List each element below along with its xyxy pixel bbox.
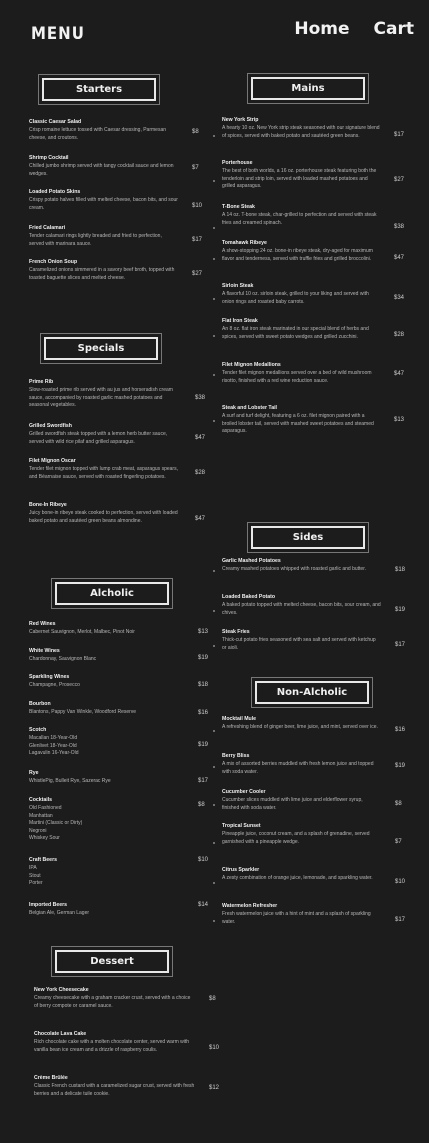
menu-item-description: Blantons, Pappy Van Winkle, Woodford Reserve bbox=[29, 709, 137, 715]
menu-item-description: Cucumber slices muddled with lime juice and elderflower syrup, finished with soda water. bbox=[222, 797, 363, 811]
menu-item-name: Watermelon Refresher bbox=[222, 903, 278, 909]
menu-item-description: Crispy potato halves filled with melted cheese, bacon bits, and sour cream. bbox=[29, 197, 178, 211]
menu-item-price: $8 bbox=[192, 129, 199, 135]
bullet-icon bbox=[213, 420, 215, 422]
menu-item[interactable] bbox=[29, 701, 215, 717]
menu-item-description: IPA Stout Porter bbox=[29, 865, 43, 887]
menu-item-description: Champagne, Prosecco bbox=[29, 682, 80, 688]
menu-item-name: Loaded Baked Potato bbox=[222, 594, 276, 600]
menu-item-name: Rye bbox=[29, 770, 39, 776]
menu-item-description: A refreshing blend of ginger beer, lime juice, and mint, served over ice. bbox=[222, 724, 378, 730]
menu-item-price: $18 bbox=[395, 567, 406, 573]
menu-item-name: Fried Calamari bbox=[29, 225, 66, 231]
menu-item-price: $7 bbox=[395, 839, 402, 845]
menu-item-name: White Wines bbox=[29, 648, 60, 654]
menu-item-name: Imported Beers bbox=[29, 902, 68, 908]
menu-item[interactable] bbox=[222, 283, 412, 306]
bullet-icon bbox=[213, 180, 215, 182]
menu-item-price: $19 bbox=[395, 763, 406, 769]
menu-item[interactable] bbox=[29, 727, 215, 758]
menu-item-name: Citrus Sparkler bbox=[222, 867, 260, 873]
menu-item-description: Creamy mashed potatoes whipped with roasted garlic and butter. bbox=[222, 566, 366, 572]
menu-item-price: $47 bbox=[394, 255, 405, 261]
menu-item-name: Filet Mignon Medallions bbox=[222, 362, 281, 368]
menu-item[interactable] bbox=[222, 362, 412, 385]
menu-item-price: $34 bbox=[394, 295, 405, 301]
menu-item-price: $17 bbox=[395, 642, 406, 648]
menu-item-description: Chardonnay, Sauvignon Blanc bbox=[29, 656, 97, 662]
menu-item-name: Cucumber Cooler bbox=[222, 789, 266, 795]
menu-item-price: $10 bbox=[198, 857, 209, 863]
bullet-icon bbox=[213, 645, 215, 647]
menu-item-name: Tomahawk Ribeye bbox=[222, 240, 267, 246]
menu-item[interactable] bbox=[29, 902, 215, 918]
menu-item-price: $13 bbox=[394, 417, 405, 423]
mains-section-title: Mains bbox=[251, 77, 365, 100]
bullet-icon bbox=[213, 135, 215, 137]
menu-item-name: Shrimp Cocktail bbox=[29, 155, 69, 161]
menu-item-name: Porterhouse bbox=[222, 160, 253, 166]
bullet-icon bbox=[213, 374, 215, 376]
menu-item-name: Bone-In Ribeye bbox=[29, 502, 67, 508]
menu-item-description: Chilled jumbo shrimp served with tangy cocktail sauce and lemon wedges. bbox=[29, 163, 174, 177]
menu-item-price: $19 bbox=[198, 655, 209, 661]
menu-item-price: $28 bbox=[195, 470, 206, 476]
menu-item[interactable] bbox=[222, 204, 412, 230]
menu-item-price: $12 bbox=[209, 1085, 220, 1091]
menu-item-price: $38 bbox=[195, 395, 206, 401]
menu-item-name: Steak and Lobster Tail bbox=[222, 405, 277, 411]
menu-item-description: Classic French custard with a caramelized sugar crust, served with fresh berries and a delicate tuile cookie. bbox=[34, 1083, 195, 1097]
menu-item[interactable] bbox=[34, 1031, 220, 1054]
menu-item-name: Filet Mignon Oscar bbox=[29, 458, 76, 464]
menu-item-description: Juicy bone-in ribeye steak cooked to perfection, served with loaded baked potato and sautéed green beans almondine. bbox=[29, 510, 178, 524]
menu-item-description: Old Fashioned Manhattan Martini (Classic or Dirty) Negroni Whiskey Sour bbox=[29, 805, 83, 842]
menu-item-name: New York Cheesecake bbox=[34, 987, 89, 993]
menu-item-description: Fresh watermelon juice with a hint of mint and a splash of sparkling water. bbox=[222, 911, 371, 925]
menu-item-name: T-Bone Steak bbox=[222, 204, 255, 210]
menu-item[interactable] bbox=[222, 405, 412, 436]
bullet-icon bbox=[213, 610, 215, 612]
menu-item-price: $7 bbox=[192, 165, 199, 171]
menu-item-description: A zesty combination of orange juice, lemonade, and sparkling water. bbox=[222, 875, 373, 881]
menu-item-description: Belgian Ale, German Lager bbox=[29, 910, 90, 916]
menu-item-description: Caramelized onions simmered in a savory beef broth, topped with toasted baguette slices and melted cheese. bbox=[29, 267, 175, 281]
bullet-icon bbox=[213, 730, 215, 732]
menu-item[interactable] bbox=[29, 379, 215, 410]
menu-item[interactable] bbox=[29, 797, 215, 843]
menu-item-price: $16 bbox=[395, 727, 406, 733]
menu-item-description: Grilled swordfish steak topped with a lemon herb butter sauce, served with wild rice pilaf and grilled asparagus. bbox=[29, 431, 168, 445]
menu-item[interactable] bbox=[222, 753, 412, 776]
menu-item-price: $8 bbox=[198, 802, 205, 808]
menu-item[interactable] bbox=[29, 621, 215, 637]
menu-item-description: Crisp romaine lettuce tossed with Caesar dressing, Parmesan cheese, and croutons. bbox=[29, 127, 167, 141]
menu-item[interactable] bbox=[29, 259, 215, 282]
menu-item-price: $38 bbox=[394, 224, 405, 230]
menu-item[interactable] bbox=[29, 770, 215, 786]
menu-item[interactable] bbox=[29, 225, 215, 248]
menu-item[interactable] bbox=[29, 502, 215, 525]
menu-item[interactable] bbox=[222, 867, 412, 883]
menu-item[interactable] bbox=[29, 674, 215, 690]
bullet-icon bbox=[213, 804, 215, 806]
menu-item-description: Macallan 18-Year-Old Glenlivet 18-Year-Old Lagavulin 16-Year-Old bbox=[29, 735, 79, 757]
menu-item-price: $16 bbox=[198, 710, 209, 716]
menu-item[interactable] bbox=[34, 1075, 220, 1098]
menu-item[interactable] bbox=[222, 594, 412, 617]
starters-section-title: Starters bbox=[42, 78, 156, 101]
menu-item-price: $13 bbox=[198, 629, 209, 635]
menu-item-price: $10 bbox=[209, 1045, 220, 1051]
menu-item-price: $47 bbox=[394, 371, 405, 377]
menu-item[interactable] bbox=[29, 423, 215, 446]
menu-item-price: $8 bbox=[209, 996, 216, 1002]
menu-item[interactable] bbox=[29, 119, 215, 142]
menu-item-price: $47 bbox=[195, 435, 206, 441]
menu-item-name: Craft Beers bbox=[29, 857, 57, 863]
menu-item-price: $28 bbox=[394, 332, 405, 338]
menu-item-name: Loaded Potato Skins bbox=[29, 189, 81, 195]
menu-item-description: A baked potato topped with melted cheese, bacon bits, sour cream, and chives. bbox=[222, 602, 381, 616]
menu-item-description: A surf and turf delight, featuring a 6 oz. filet mignon paired with a broiled lobster tail, served with mashed sweet potatoes and steamed asparagus. bbox=[222, 413, 374, 435]
menu-item-name: Scotch bbox=[29, 727, 47, 733]
menu-item[interactable] bbox=[222, 160, 412, 191]
menu-item-name: Bourbon bbox=[29, 701, 51, 707]
menu-item-price: $18 bbox=[198, 682, 209, 688]
bullet-icon bbox=[213, 227, 215, 229]
sides-section-title: Sides bbox=[251, 526, 365, 549]
logo[interactable]: MENU bbox=[31, 22, 85, 44]
menu-item-price: $8 bbox=[395, 801, 402, 807]
menu-item[interactable] bbox=[222, 629, 412, 652]
menu-item[interactable] bbox=[222, 240, 412, 263]
menu-item-description: Tender filet mignon medallions served over a bed of wild mushroom risotto, finished with a red wine reduction sauce. bbox=[222, 370, 372, 384]
menu-item-name: Garlic Mashed Potatoes bbox=[222, 558, 281, 564]
menu-item-price: $19 bbox=[198, 742, 209, 748]
nav-cart-link[interactable]: Cart bbox=[373, 19, 414, 39]
menu-item-description: An 8 oz. flat iron steak marinated in our special blend of herbs and spices, served with sweet potato wedges and grilled zucchini. bbox=[222, 326, 369, 340]
menu-item-name: Crème Brûlée bbox=[34, 1075, 68, 1081]
menu-item-price: $47 bbox=[195, 516, 206, 522]
bullet-icon bbox=[213, 298, 215, 300]
bullet-icon bbox=[213, 258, 215, 260]
menu-item-price: $19 bbox=[395, 607, 406, 613]
menu-item-description: Tender filet mignon topped with lump crab meat, asparagus spears, and Béarnaise sauce, served with roasted fingerling potatoes. bbox=[29, 466, 178, 480]
menu-item-description: Slow-roasted prime rib served with au jus and horseradish cream sauce, accompanied by roasted garlic mashed potatoes and seasonal vegetables. bbox=[29, 387, 173, 409]
bullet-icon bbox=[213, 335, 215, 337]
menu-item-description: WhistlePig, Bulleit Rye, Sazerac Rye bbox=[29, 778, 111, 784]
menu-item-name: Sirloin Steak bbox=[222, 283, 254, 289]
menu-item-name: French Onion Soup bbox=[29, 259, 78, 265]
menu-item-description: A mix of assorted berries muddled with fresh lemon juice and topped with soda water. bbox=[222, 761, 374, 775]
bullet-icon bbox=[213, 882, 215, 884]
menu-item[interactable] bbox=[29, 648, 215, 664]
alcoholic-section-title: Alcholic bbox=[55, 582, 169, 605]
menu-item-description: The best of both worlds, a 16 oz. porterhouse steak featuring both the tenderloin and strip loin, served with loaded mashed potatoes and grilled asparagus. bbox=[222, 168, 377, 190]
menu-item-description: A hearty 10 oz. New York strip steak seasoned with our signature blend of spices, served with baked potato and sautéed green beans. bbox=[222, 125, 380, 139]
menu-item-price: $17 bbox=[198, 778, 209, 784]
menu-item[interactable] bbox=[222, 558, 412, 574]
menu-item-name: New York Strip bbox=[222, 117, 259, 123]
menu-item-description: Thick-cut potato fries seasoned with sea salt and served with ketchup or aioli. bbox=[222, 637, 376, 651]
specials-section-title: Specials bbox=[44, 337, 158, 360]
menu-item-name: Mocktail Mule bbox=[222, 716, 257, 722]
menu-item-name: Tropical Sunset bbox=[222, 823, 261, 829]
menu-item-name: Flat Iron Steak bbox=[222, 318, 258, 324]
menu-item-description: Pineapple juice, coconut cream, and a splash of grenadine, served garnished with a pineapple wedge. bbox=[222, 831, 370, 845]
menu-item-description: Creamy cheesecake with a graham cracker crust, served with a choice of berry compote or caramel sauce. bbox=[34, 995, 191, 1009]
bullet-icon bbox=[213, 766, 215, 768]
menu-item[interactable] bbox=[29, 857, 215, 888]
menu-item-price: $17 bbox=[394, 132, 405, 138]
menu-item-price: $27 bbox=[394, 177, 405, 183]
menu-item-description: A show-stopping 24 oz. bone-in ribeye steak, dry-aged for maximum flavor and tenderness, served with truffle fries and grilled broccolini. bbox=[222, 248, 373, 262]
menu-item-price: $10 bbox=[395, 879, 406, 885]
menu-item-description: A flavorful 10 oz. sirloin steak, grilled to your liking and served with onion rings and roasted baby carrots. bbox=[222, 291, 369, 305]
menu-item[interactable] bbox=[29, 189, 215, 212]
menu-item-description: Tender calamari rings lightly breaded and fried to perfection, served with marinara sauce. bbox=[29, 233, 162, 247]
menu-item[interactable] bbox=[29, 458, 215, 481]
bullet-icon bbox=[213, 570, 215, 572]
menu-item-name: Sparkling Wines bbox=[29, 674, 70, 680]
menu-item-name: Grilled Swordfish bbox=[29, 423, 72, 429]
menu-item-price: $17 bbox=[395, 917, 406, 923]
menu-item-description: A 14 oz. T-bone steak, char-grilled to perfection and served with steak fries and creamed spinach. bbox=[222, 212, 377, 226]
menu-item-price: $14 bbox=[198, 902, 209, 908]
dessert-section-title: Dessert bbox=[55, 950, 169, 973]
menu-item-name: Prime Rib bbox=[29, 379, 54, 385]
nonalcoholic-section-title: Non-Alcholic bbox=[255, 681, 369, 704]
menu-item[interactable] bbox=[222, 318, 412, 341]
menu-item-name: Classic Caesar Salad bbox=[29, 119, 82, 125]
menu-item-price: $10 bbox=[192, 203, 203, 209]
top-nav bbox=[294, 19, 414, 39]
bullet-icon bbox=[213, 920, 215, 922]
menu-item-name: Berry Bliss bbox=[222, 753, 250, 759]
menu-item-price: $17 bbox=[192, 237, 203, 243]
bullet-icon bbox=[213, 842, 215, 844]
menu-item-name: Cocktails bbox=[29, 797, 53, 803]
nav-home-link[interactable]: Home bbox=[294, 19, 350, 39]
menu-item[interactable] bbox=[29, 155, 215, 178]
menu-item-name: Steak Fries bbox=[222, 629, 250, 635]
menu-item[interactable] bbox=[222, 117, 412, 140]
menu-item[interactable] bbox=[222, 789, 412, 812]
menu-item-name: Red Wines bbox=[29, 621, 56, 627]
menu-item[interactable] bbox=[34, 987, 220, 1010]
menu-item[interactable] bbox=[222, 716, 412, 732]
menu-item[interactable] bbox=[222, 903, 412, 926]
menu-item[interactable] bbox=[222, 823, 412, 846]
menu-item-description: Rich chocolate cake with a molten chocolate center, served warm with vanilla bean ice cream and a drizzle of raspberry coulis. bbox=[34, 1039, 190, 1053]
menu-item-price: $27 bbox=[192, 271, 203, 277]
menu-item-description: Cabernet Sauvignon, Merlot, Malbec, Pinot Noir bbox=[29, 629, 135, 635]
menu-item-name: Chocolate Lava Cake bbox=[34, 1031, 87, 1037]
